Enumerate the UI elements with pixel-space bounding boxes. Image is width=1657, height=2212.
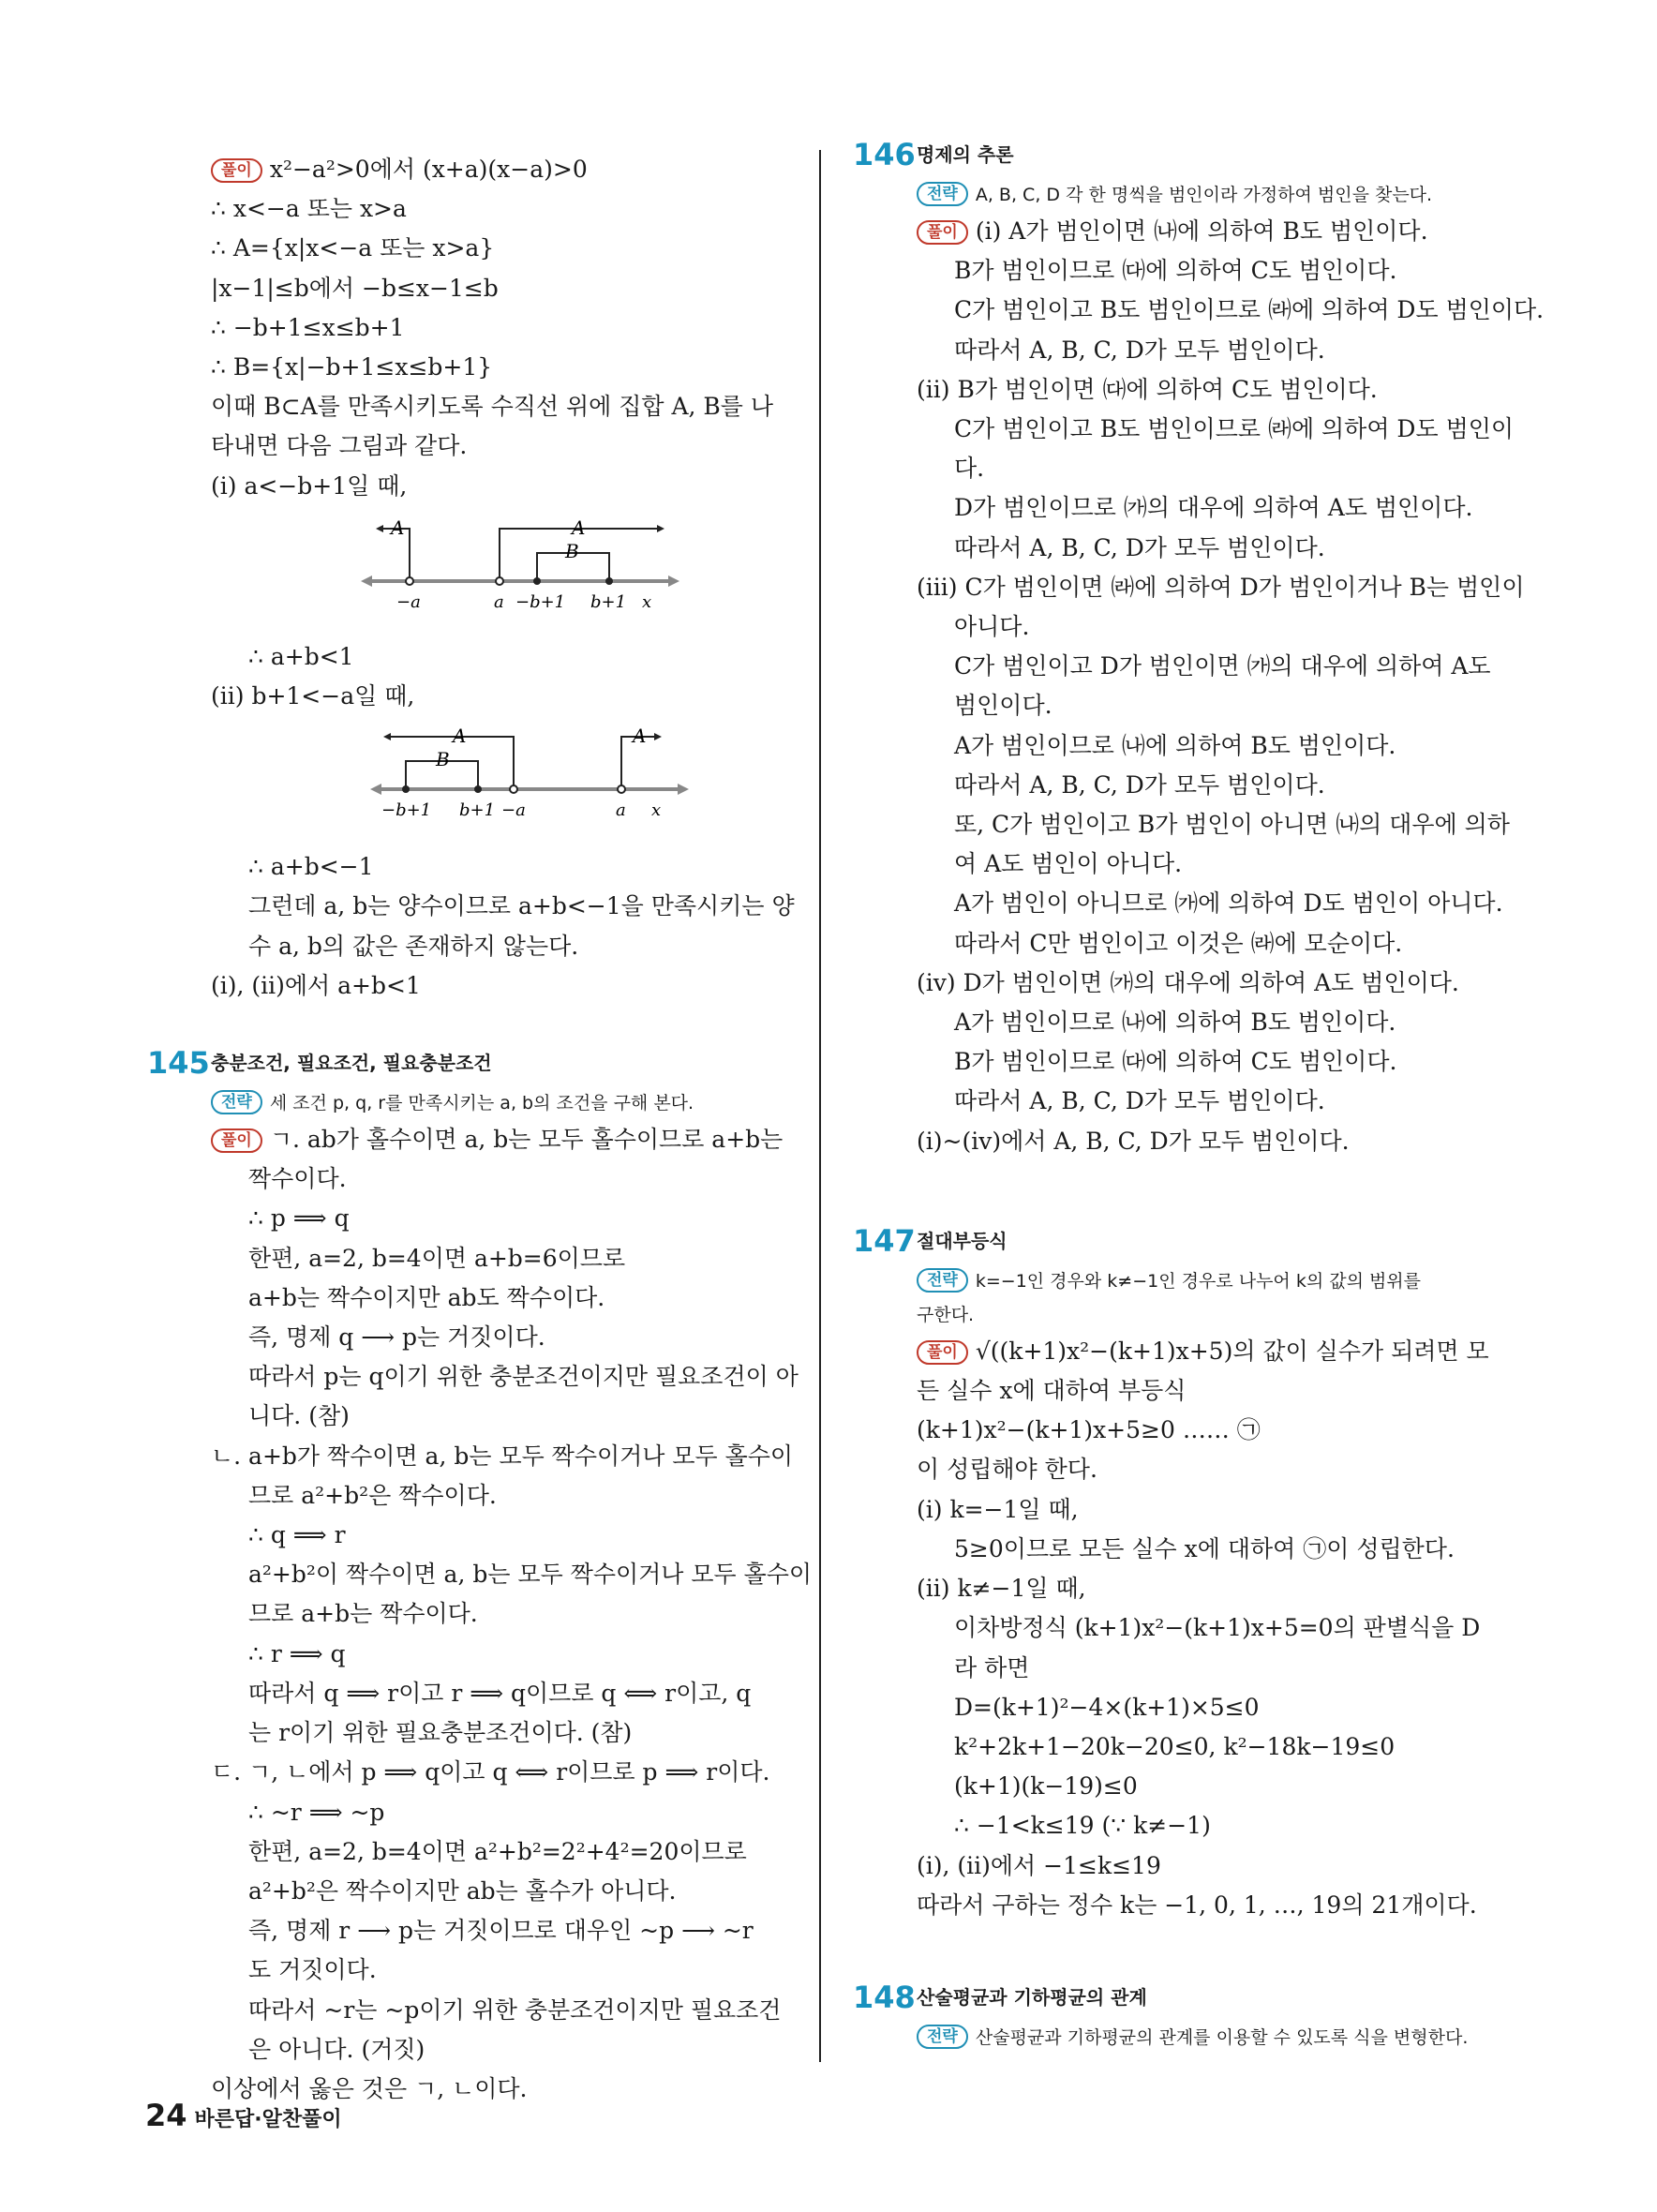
text-line bbox=[211, 1476, 787, 1516]
line-text: 이 성립해야 한다. bbox=[917, 1456, 1097, 1484]
tick-x: x bbox=[651, 800, 662, 821]
text-line bbox=[211, 269, 787, 308]
text-line bbox=[917, 568, 1525, 607]
text-line bbox=[917, 1569, 1498, 1608]
text-line bbox=[211, 1911, 787, 1950]
text-line bbox=[917, 488, 1498, 528]
text-line bbox=[917, 370, 1498, 410]
problem-title: 충분조건, 필요조건, 필요충분조건 bbox=[211, 1052, 492, 1075]
line-text: ∴ −1<k≤19 (∵ k≠−1) bbox=[954, 1812, 1211, 1840]
line-text: (ⅰ), (ⅱ)에서 a+b<1 bbox=[211, 971, 421, 999]
line-text: |x−1|≤b에서 −b≤x−1≤b bbox=[211, 274, 499, 302]
line-text: 따라서 C만 범인이고 이것은 ㈑에 모순이다. bbox=[954, 929, 1403, 957]
solution-tag: 풀이 bbox=[211, 158, 262, 183]
line-text: 따라서 A, B, C, D가 모두 범인이다. bbox=[954, 336, 1325, 364]
axis-arrow-right bbox=[668, 575, 679, 587]
strategy-text: 산술평균과 기하평균의 관계를 이용할 수 있도록 식을 변형한다. bbox=[975, 2026, 1469, 2048]
line-text: ∴ −b+1≤x≤b+1 bbox=[211, 313, 405, 341]
line-text: (ⅰ) k=−1일 때, bbox=[917, 1495, 1079, 1523]
point-b-plus-1 bbox=[474, 785, 482, 793]
text-line bbox=[917, 331, 1498, 370]
text-line bbox=[211, 1397, 787, 1436]
line-text: ∴ q ⟹ r bbox=[248, 1521, 346, 1549]
problem-145-hint bbox=[211, 1086, 787, 1120]
text-line bbox=[917, 1411, 1498, 1450]
problem-147-solution bbox=[917, 1332, 1498, 1925]
line-text: a+b는 짝수이지만 ab도 짝수이다. bbox=[248, 1283, 605, 1311]
set-a-right-arrow bbox=[654, 733, 662, 740]
text-line bbox=[917, 1886, 1498, 1925]
solution-tag: 풀이 bbox=[917, 220, 968, 245]
point-neg-a bbox=[406, 577, 413, 585]
problem-number: 148 bbox=[853, 1979, 916, 2015]
line-text: 따라서 A, B, C, D가 모두 범인이다. bbox=[954, 533, 1325, 561]
line-text: ∴ ~r ⟹ ~p bbox=[248, 1798, 385, 1826]
text-line bbox=[917, 647, 1498, 686]
line-text: 수 a, b의 값은 존재하지 않는다. bbox=[248, 932, 579, 960]
line-text: A가 범인이므로 ㈏에 의하여 B도 범인이다. bbox=[954, 731, 1396, 759]
left-column bbox=[147, 150, 813, 2109]
line-text: (k+1)x²−(k+1)x+5≥0 …… ㉠ bbox=[917, 1416, 1261, 1444]
text-line bbox=[917, 251, 1498, 291]
text-line bbox=[211, 1239, 787, 1278]
text-line bbox=[211, 1991, 787, 2030]
line-text: 따라서 A, B, C, D가 모두 범인이다. bbox=[954, 770, 1325, 799]
problem-number: 145 bbox=[147, 1045, 210, 1082]
text-line bbox=[211, 927, 787, 966]
text-line bbox=[917, 449, 1498, 488]
line-text: ∴ x<−a 또는 x>a bbox=[211, 195, 407, 223]
problem-title: 명제의 추론 bbox=[917, 143, 1014, 166]
text-line bbox=[211, 1357, 799, 1397]
text-line bbox=[211, 1278, 787, 1318]
footer-text: 바른답·알찬풀이 bbox=[194, 2108, 342, 2131]
line-text: 이때 B⊂A를 만족시키도록 수직선 위에 집합 A, B를 나 bbox=[211, 393, 774, 421]
line-text: 는 r이기 위한 필요충분조건이다. (참) bbox=[248, 1719, 633, 1747]
line-text: (ⅰ)~(ⅳ)에서 A, B, C, D가 모두 범인이다. bbox=[917, 1127, 1350, 1155]
set-a-left-bracket bbox=[389, 737, 514, 789]
line-text: ㄴ. a+b가 짝수이면 a, b는 모두 짝수이거나 모두 홀수이 bbox=[211, 1442, 794, 1470]
set-a-left-arrow bbox=[376, 525, 383, 532]
line-text: 그런데 a, b는 양수이므로 a+b<−1을 만족시키는 양 bbox=[248, 892, 795, 920]
line-text: 므로 a+b는 짝수이다. bbox=[248, 1600, 478, 1628]
tick-a: a bbox=[616, 800, 626, 821]
problem-145-header bbox=[147, 1039, 787, 1086]
text-line bbox=[211, 966, 787, 1006]
line-text: A가 범인이므로 ㈏에 의하여 B도 범인이다. bbox=[954, 1009, 1396, 1037]
line-text: x²−a²>0에서 (x+a)(x−a)>0 bbox=[269, 156, 588, 183]
line-text: 따라서 ~r는 ~p이기 위한 충분조건이지만 필요조건 bbox=[248, 1995, 782, 2024]
text-line bbox=[917, 1490, 1498, 1530]
strategy-text: A, B, C, D 각 한 명씩을 범인이라 가정하여 범인을 찾는다. bbox=[975, 185, 1433, 205]
text-line bbox=[917, 844, 1498, 884]
text-line bbox=[211, 1555, 813, 1594]
number-line-1-svg bbox=[361, 516, 679, 619]
strategy-text: k=−1인 경우와 k≠−1인 경우로 나누어 k의 값의 범위를 bbox=[975, 1270, 1422, 1292]
text-line bbox=[211, 637, 787, 677]
text-line bbox=[917, 1846, 1498, 1886]
text-line bbox=[917, 1767, 1498, 1806]
strategy-text: 세 조건 p, q, r를 만족시키는 a, b의 조건을 구해 본다. bbox=[269, 1093, 694, 1114]
problem-145-solution bbox=[211, 1120, 813, 2109]
tick-neg-b-plus-1: −b+1 bbox=[515, 591, 566, 612]
line-text: (ⅰ), (ⅱ)에서 −1≤k≤19 bbox=[917, 1851, 1161, 1879]
line-text: 따라서 p는 q이기 위한 충분조건이지만 필요조건이 아 bbox=[248, 1363, 799, 1391]
line-text: 한편, a=2, b=4이면 a²+b²=2²+4²=20이므로 bbox=[248, 1837, 747, 1865]
tick-x: x bbox=[642, 591, 652, 612]
text-line bbox=[917, 529, 1498, 568]
line-text: (ⅲ) C가 범인이면 ㈑에 의하여 D가 범인이거나 B는 범인이 bbox=[917, 573, 1525, 601]
text-line bbox=[211, 308, 787, 348]
line-text: 따라서 구하는 정수 k는 −1, 0, 1, …, 19의 21개이다. bbox=[917, 1891, 1477, 1919]
point-neg-b-plus-1 bbox=[533, 577, 541, 585]
line-text: (ⅳ) D가 범인이면 ㈎의 대우에 의하여 A도 범인이다. bbox=[917, 968, 1459, 996]
right-column bbox=[853, 137, 1545, 2055]
column-divider bbox=[819, 150, 821, 2062]
text-line bbox=[917, 1608, 1498, 1648]
problem-146-hint bbox=[917, 178, 1498, 212]
spacer bbox=[917, 1161, 1498, 1218]
line-text: (ⅱ) k≠−1일 때, bbox=[917, 1575, 1086, 1603]
problem-146-solution bbox=[917, 212, 1545, 1161]
text-line bbox=[211, 387, 787, 426]
page-footer bbox=[145, 2098, 342, 2133]
label-set-a-right: A bbox=[633, 725, 647, 748]
line-text: (ⅰ) a<−b+1일 때, bbox=[211, 471, 408, 500]
text-line bbox=[917, 1806, 1498, 1846]
text-line bbox=[917, 805, 1510, 844]
line-text: ㄱ. ab가 홀수이면 a, b는 모두 홀수이므로 a+b는 bbox=[269, 1126, 784, 1154]
text-line bbox=[917, 964, 1498, 1003]
solution-tag: 풀이 bbox=[917, 1340, 968, 1365]
text-line bbox=[211, 887, 795, 926]
line-text: 도 거짓이다. bbox=[248, 1956, 377, 1984]
text-line bbox=[917, 410, 1515, 449]
line-text: ∴ A={x|x<−a 또는 x>a} bbox=[211, 234, 495, 262]
line-text: 범인이다. bbox=[954, 692, 1052, 720]
line-text: a²+b²이 짝수이면 a, b는 모두 짝수이거나 모두 홀수이 bbox=[248, 1561, 813, 1589]
text-line bbox=[917, 607, 1498, 647]
text-line bbox=[211, 1120, 787, 1159]
strategy-tag: 전략 bbox=[917, 182, 968, 206]
text-line bbox=[211, 1950, 787, 1990]
line-text: 짝수이다. bbox=[248, 1165, 347, 1193]
label-set-a-left: A bbox=[453, 725, 467, 748]
line-text: ∴ r ⟹ q bbox=[248, 1639, 346, 1667]
solution-144-part-b bbox=[211, 637, 787, 716]
solution-tag: 풀이 bbox=[211, 1128, 262, 1153]
problem-148-hint bbox=[917, 2021, 1498, 2055]
text-line bbox=[211, 1832, 787, 1872]
text-line bbox=[211, 1713, 787, 1753]
text-line bbox=[917, 1727, 1498, 1767]
problem-number: 147 bbox=[853, 1222, 916, 1259]
problem-148-header bbox=[853, 1974, 1498, 2021]
line-text: 한편, a=2, b=4이면 a+b=6이므로 bbox=[248, 1244, 626, 1272]
problem-146-header bbox=[853, 131, 1498, 178]
solution-144-part-c bbox=[211, 847, 795, 1006]
tick-neg-a: −a bbox=[501, 800, 526, 821]
text-line bbox=[917, 1332, 1498, 1371]
text-line bbox=[211, 1872, 787, 1911]
text-line bbox=[211, 1793, 787, 1832]
text-line bbox=[211, 189, 787, 229]
line-text: 니다. (참) bbox=[248, 1402, 350, 1430]
label-set-a-right: A bbox=[572, 516, 586, 539]
text-line bbox=[917, 291, 1545, 330]
label-set-b: B bbox=[436, 748, 450, 771]
line-text: 든 실수 x에 대하여 부등식 bbox=[917, 1377, 1187, 1405]
line-text: ㄷ. ㄱ, ㄴ에서 p ⟹ q이고 q ⟺ r이므로 p ⟹ r이다. bbox=[211, 1758, 770, 1786]
tick-a: a bbox=[494, 591, 504, 612]
spacer bbox=[917, 1925, 1498, 1974]
point-a bbox=[618, 785, 625, 793]
text-line bbox=[211, 1516, 787, 1555]
axis-arrow-right bbox=[678, 784, 689, 795]
text-line bbox=[917, 1688, 1498, 1727]
text-line bbox=[917, 1003, 1498, 1042]
line-text: 이상에서 옳은 것은 ㄱ, ㄴ이다. bbox=[211, 2074, 528, 2102]
spacer bbox=[211, 1006, 787, 1039]
point-neg-a bbox=[510, 785, 517, 793]
line-text: ∴ a+b<−1 bbox=[248, 853, 374, 881]
page-number: 24 bbox=[145, 2098, 187, 2133]
line-text: D=(k+1)²−4×(k+1)×5≤0 bbox=[954, 1693, 1260, 1721]
line-text: 여 A도 범인이 아니다. bbox=[954, 850, 1183, 878]
problem-title: 산술평균과 기하평균의 관계 bbox=[917, 1985, 1147, 2009]
point-a bbox=[496, 577, 503, 585]
text-line bbox=[211, 348, 787, 387]
strategy-tag: 전략 bbox=[211, 1090, 262, 1114]
line-text: k²+2k+1−20k−20≤0, k²−18k−19≤0 bbox=[954, 1732, 1396, 1760]
point-neg-b-plus-1 bbox=[402, 785, 410, 793]
line-text: a²+b²은 짝수이지만 ab는 홀수가 아니다. bbox=[248, 1876, 677, 1905]
number-line-2-svg bbox=[370, 724, 689, 827]
text-line bbox=[917, 924, 1498, 964]
point-b-plus-1 bbox=[605, 577, 613, 585]
line-text: 즉, 명제 r ⟶ p는 거짓이므로 대우인 ~p ⟶ ~r bbox=[248, 1917, 754, 1945]
line-text: (ⅱ) B가 범인이면 ㈐에 의하여 C도 범인이다. bbox=[917, 375, 1378, 403]
text-line bbox=[211, 1753, 787, 1792]
text-line bbox=[211, 1674, 787, 1713]
text-line bbox=[917, 212, 1498, 251]
line-text: B가 범인이므로 ㈐에 의하여 C도 범인이다. bbox=[954, 257, 1397, 285]
tick-b-plus-1: b+1 bbox=[590, 591, 627, 612]
set-a-right-arrow bbox=[657, 525, 664, 532]
line-text: 다. bbox=[954, 455, 985, 483]
text-line bbox=[211, 2030, 787, 2070]
text-line bbox=[211, 150, 787, 189]
text-line bbox=[917, 686, 1498, 725]
line-text: (ⅱ) b+1<−a일 때, bbox=[211, 682, 415, 710]
text-line bbox=[917, 1530, 1498, 1569]
text-line bbox=[917, 1122, 1498, 1161]
number-line-figure-1 bbox=[211, 506, 787, 637]
text-line bbox=[211, 467, 787, 506]
text-line bbox=[211, 1594, 787, 1634]
text-line bbox=[211, 1159, 787, 1199]
strategy-tag: 전략 bbox=[917, 1268, 968, 1293]
line-text: 라 하면 bbox=[954, 1653, 1030, 1681]
line-text: 타내면 다음 그림과 같다. bbox=[211, 432, 468, 460]
axis-arrow-left bbox=[370, 784, 381, 795]
text-line bbox=[211, 1437, 794, 1476]
line-text: 따라서 A, B, C, D가 모두 범인이다. bbox=[954, 1087, 1325, 1115]
line-text: (k+1)(k−19)≤0 bbox=[954, 1772, 1138, 1801]
problem-number: 146 bbox=[853, 137, 916, 172]
label-set-b: B bbox=[565, 539, 579, 562]
text-line bbox=[211, 847, 787, 887]
line-text: 따라서 q ⟹ r이고 r ⟹ q이므로 q ⟺ r이고, q bbox=[248, 1679, 752, 1707]
set-a-left-arrow bbox=[383, 733, 391, 740]
line-text: 이차방정식 (k+1)x²−(k+1)x+5=0의 판별식을 D bbox=[954, 1614, 1481, 1642]
tick-b-plus-1: b+1 bbox=[459, 800, 496, 821]
label-set-a-left: A bbox=[391, 516, 405, 539]
line-text: A가 범인이 아니므로 ㈎에 의하여 D도 범인이 아니다. bbox=[954, 889, 1503, 918]
problem-title: 절대부등식 bbox=[917, 1229, 1008, 1252]
text-line bbox=[917, 1371, 1498, 1411]
tick-neg-a: −a bbox=[396, 591, 421, 612]
problem-147-hint bbox=[917, 1264, 1498, 1298]
line-text: 즉, 명제 q ⟶ p는 거짓이다. bbox=[248, 1323, 545, 1352]
text-line bbox=[211, 426, 787, 466]
tick-neg-b-plus-1: −b+1 bbox=[381, 800, 432, 821]
line-text: √((k+1)x²−(k+1)x+5)의 값이 실수가 되려면 모 bbox=[975, 1337, 1489, 1365]
line-text: 5≥0이므로 모든 실수 x에 대하여 ㉠이 성립한다. bbox=[954, 1534, 1455, 1562]
text-line bbox=[917, 1649, 1498, 1688]
text-line bbox=[917, 766, 1498, 805]
line-text: C가 범인이고 B도 범인이므로 ㈑에 의하여 D도 범인이 bbox=[954, 415, 1515, 443]
number-line-figure-2 bbox=[211, 716, 787, 847]
text-line bbox=[211, 1635, 787, 1674]
text-line bbox=[211, 1199, 787, 1238]
strategy-tag: 전략 bbox=[917, 2025, 968, 2049]
problem-147-hint-cont: 구한다. bbox=[917, 1304, 975, 1325]
text-line bbox=[917, 1042, 1498, 1082]
line-text: 또, C가 범인이고 B가 범인이 아니면 ㈏의 대우에 의하 bbox=[954, 811, 1510, 839]
line-text: ∴ p ⟹ q bbox=[248, 1204, 350, 1233]
line-text: C가 범인이고 B도 범인이므로 ㈑에 의하여 D도 범인이다. bbox=[954, 296, 1545, 324]
axis-arrow-left bbox=[361, 575, 372, 587]
text-line bbox=[211, 677, 787, 716]
line-text: ∴ B={x|−b+1≤x≤b+1} bbox=[211, 353, 493, 381]
text-line bbox=[211, 229, 787, 268]
line-text: D가 범인이므로 ㈎의 대우에 의하여 A도 범인이다. bbox=[954, 494, 1473, 522]
problem-147-header bbox=[853, 1218, 1498, 1264]
line-text: 므로 a²+b²은 짝수이다. bbox=[248, 1481, 497, 1509]
text-line bbox=[917, 1450, 1498, 1489]
line-text: C가 범인이고 D가 범인이면 ㈎의 대우에 의하여 A도 bbox=[954, 652, 1491, 680]
text-line bbox=[211, 1318, 787, 1357]
text-line bbox=[917, 884, 1503, 923]
line-text: B가 범인이므로 ㈐에 의하여 C도 범인이다. bbox=[954, 1048, 1397, 1076]
line-text: 아니다. bbox=[954, 613, 1030, 641]
line-text: (ⅰ) A가 범인이면 ㈏에 의하여 B도 범인이다. bbox=[975, 217, 1428, 245]
text-line bbox=[917, 1082, 1498, 1121]
line-text: ∴ a+b<1 bbox=[248, 642, 354, 670]
text-line bbox=[917, 726, 1498, 766]
line-text: 은 아니다. (거짓) bbox=[248, 2035, 425, 2063]
solution-144-part-a bbox=[211, 150, 787, 506]
